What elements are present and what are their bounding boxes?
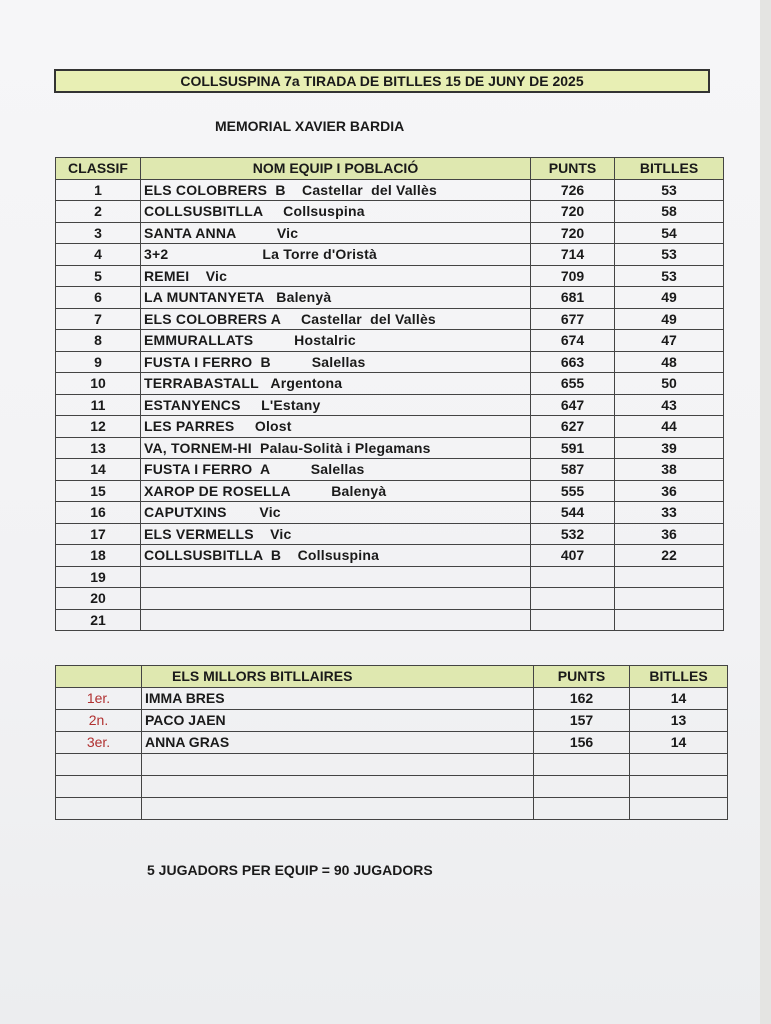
team-cell: ELS COLOBRERS A Castellar del Vallès [141, 308, 531, 330]
bitlles-cell: 53 [615, 179, 724, 201]
bitlles-cell: 58 [615, 201, 724, 223]
player-name-cell: PACO JAEN [142, 709, 534, 731]
punts-cell: 647 [531, 394, 615, 416]
table-row [56, 201, 724, 223]
bitlles-cell: 39 [615, 437, 724, 459]
bitlles-cell [630, 797, 728, 819]
punts-cell: 532 [531, 523, 615, 545]
team-cell: EMMURALLATS Hostalric [141, 330, 531, 352]
page-title: COLLSUSPINA 7a TIRADA DE BITLLES 15 DE JUNY DE 2025 [54, 69, 710, 93]
punts-cell: 720 [531, 222, 615, 244]
punts-cell: 663 [531, 351, 615, 373]
best-header-row [56, 666, 728, 688]
place-cell: 2n. [56, 709, 142, 731]
table-row [56, 797, 728, 819]
table-row [56, 753, 728, 775]
team-cell: REMEI Vic [141, 265, 531, 287]
bitlles-cell: 14 [630, 731, 728, 753]
punts-cell: 627 [531, 416, 615, 438]
rank-cell: 4 [56, 244, 141, 266]
table-row [56, 609, 724, 631]
bitlles-cell: 47 [615, 330, 724, 352]
team-cell: COLLSUSBITLLA Collsuspina [141, 201, 531, 223]
best-header-punts: PUNTS [534, 666, 630, 688]
table-row [56, 502, 724, 524]
rank-cell: 1 [56, 179, 141, 201]
place-cell [56, 797, 142, 819]
team-cell: COLLSUSBITLLA B Collsuspina [141, 545, 531, 567]
team-cell: SANTA ANNA Vic [141, 222, 531, 244]
best-header-bitlles: BITLLES [630, 666, 728, 688]
table-row [56, 373, 724, 395]
header-team: NOM EQUIP I POBLACIÓ [141, 158, 531, 180]
team-cell [141, 588, 531, 610]
bitlles-cell: 36 [615, 480, 724, 502]
table-row [56, 459, 724, 481]
bitlles-cell: 13 [630, 709, 728, 731]
team-cell: LES PARRES Olost [141, 416, 531, 438]
best-header-pos [56, 666, 142, 688]
team-cell: ELS VERMELLS Vic [141, 523, 531, 545]
punts-cell [534, 797, 630, 819]
team-cell: ELS COLOBRERS B Castellar del Vallès [141, 179, 531, 201]
table-row [56, 437, 724, 459]
rank-cell: 21 [56, 609, 141, 631]
team-cell: FUSTA I FERRO A Salellas [141, 459, 531, 481]
place-cell [56, 775, 142, 797]
bitlles-cell: 53 [615, 265, 724, 287]
results-header-row [56, 158, 724, 180]
rank-cell: 3 [56, 222, 141, 244]
place-cell: 1er. [56, 687, 142, 709]
punts-cell: 407 [531, 545, 615, 567]
punts-cell: 587 [531, 459, 615, 481]
table-row [56, 687, 728, 709]
punts-cell: 157 [534, 709, 630, 731]
bitlles-cell: 50 [615, 373, 724, 395]
bitlles-cell: 53 [615, 244, 724, 266]
table-row [56, 308, 724, 330]
table-row [56, 545, 724, 567]
punts-cell: 162 [534, 687, 630, 709]
table-row [56, 287, 724, 309]
results-table [55, 157, 724, 631]
rank-cell: 8 [56, 330, 141, 352]
punts-cell [531, 609, 615, 631]
team-cell [141, 566, 531, 588]
bitlles-cell: 33 [615, 502, 724, 524]
table-row [56, 523, 724, 545]
punts-cell: 714 [531, 244, 615, 266]
rank-cell: 19 [56, 566, 141, 588]
page-subtitle: MEMORIAL XAVIER BARDIA [215, 118, 405, 134]
table-row [56, 566, 724, 588]
player-name-cell [142, 775, 534, 797]
place-cell: 3er. [56, 731, 142, 753]
punts-cell: 677 [531, 308, 615, 330]
rank-cell: 9 [56, 351, 141, 373]
rank-cell: 6 [56, 287, 141, 309]
bitlles-cell: 49 [615, 287, 724, 309]
team-cell: XAROP DE ROSELLA Balenyà [141, 480, 531, 502]
table-row [56, 394, 724, 416]
team-cell: ESTANYENCS L'Estany [141, 394, 531, 416]
punts-cell: 591 [531, 437, 615, 459]
rank-cell: 18 [56, 545, 141, 567]
table-row [56, 775, 728, 797]
rank-cell: 11 [56, 394, 141, 416]
best-players-table [55, 665, 728, 820]
player-name-cell: ANNA GRAS [142, 731, 534, 753]
team-cell: FUSTA I FERRO B Salellas [141, 351, 531, 373]
bitlles-cell: 22 [615, 545, 724, 567]
table-row [56, 709, 728, 731]
players-summary: 5 JUGADORS PER EQUIP = 90 JUGADORS [147, 862, 433, 878]
player-name-cell [142, 797, 534, 819]
punts-cell [534, 775, 630, 797]
punts-cell [531, 566, 615, 588]
punts-cell: 720 [531, 201, 615, 223]
bitlles-cell [615, 566, 724, 588]
rank-cell: 2 [56, 201, 141, 223]
punts-cell: 709 [531, 265, 615, 287]
punts-cell: 156 [534, 731, 630, 753]
bitlles-cell: 49 [615, 308, 724, 330]
table-row [56, 244, 724, 266]
table-row [56, 179, 724, 201]
place-cell [56, 753, 142, 775]
table-row [56, 416, 724, 438]
rank-cell: 10 [56, 373, 141, 395]
punts-cell [534, 753, 630, 775]
rank-cell: 15 [56, 480, 141, 502]
header-punts: PUNTS [531, 158, 615, 180]
bitlles-cell [615, 609, 724, 631]
punts-cell: 555 [531, 480, 615, 502]
rank-cell: 17 [56, 523, 141, 545]
header-bitlles: BITLLES [615, 158, 724, 180]
bitlles-cell [630, 753, 728, 775]
player-name-cell [142, 753, 534, 775]
rank-cell: 14 [56, 459, 141, 481]
table-row [56, 588, 724, 610]
header-classif: CLASSIF [56, 158, 141, 180]
rank-cell: 20 [56, 588, 141, 610]
bitlles-cell: 48 [615, 351, 724, 373]
rank-cell: 5 [56, 265, 141, 287]
bitlles-cell: 43 [615, 394, 724, 416]
rank-cell: 13 [56, 437, 141, 459]
table-row [56, 351, 724, 373]
bitlles-cell: 38 [615, 459, 724, 481]
punts-cell: 726 [531, 179, 615, 201]
punts-cell: 674 [531, 330, 615, 352]
best-header-name: ELS MILLORS BITLLAIRES [142, 666, 534, 688]
bitlles-cell [615, 588, 724, 610]
team-cell: CAPUTXINS Vic [141, 502, 531, 524]
punts-cell: 544 [531, 502, 615, 524]
bitlles-cell: 44 [615, 416, 724, 438]
punts-cell: 681 [531, 287, 615, 309]
bitlles-cell: 54 [615, 222, 724, 244]
punts-cell [531, 588, 615, 610]
rank-cell: 7 [56, 308, 141, 330]
team-cell: TERRABASTALL Argentona [141, 373, 531, 395]
table-row [56, 222, 724, 244]
team-cell [141, 609, 531, 631]
rank-cell: 12 [56, 416, 141, 438]
team-cell: VA, TORNEM-HI Palau-Solità i Plegamans [141, 437, 531, 459]
table-row [56, 731, 728, 753]
rank-cell: 16 [56, 502, 141, 524]
table-row [56, 265, 724, 287]
bitlles-cell: 36 [615, 523, 724, 545]
table-row [56, 330, 724, 352]
team-cell: LA MUNTANYETA Balenyà [141, 287, 531, 309]
punts-cell: 655 [531, 373, 615, 395]
bitlles-cell [630, 775, 728, 797]
bitlles-cell: 14 [630, 687, 728, 709]
table-row [56, 480, 724, 502]
team-cell: 3+2 La Torre d'Oristà [141, 244, 531, 266]
player-name-cell: IMMA BRES [142, 687, 534, 709]
